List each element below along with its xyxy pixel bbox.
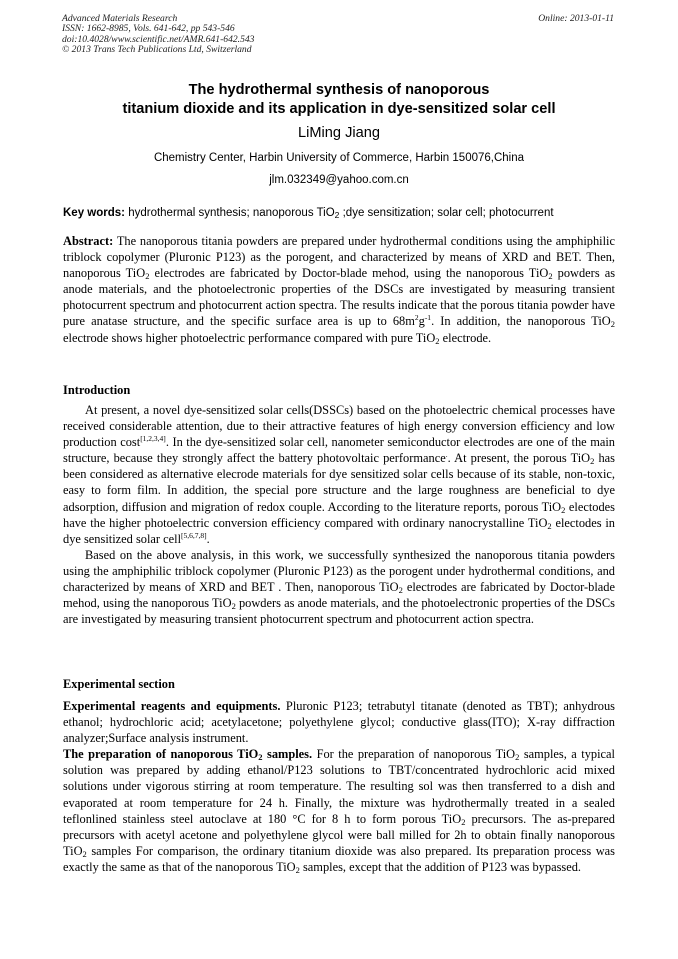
paragraph-text: For the preparation of nanoporous TiO	[312, 747, 516, 762]
subscript-2: 2	[82, 848, 87, 859]
subscript-2: 2	[231, 601, 236, 612]
paragraph-text: electrodes are fabricated by Doctor-blade mehod, using the nanoporous TiO	[63, 580, 615, 611]
affiliation: Chemistry Center, Harbin University of Commerce, Harbin 150076,China	[153, 152, 525, 164]
introduction-body	[63, 402, 615, 627]
paragraph-text: At present, a novel dye-sensitized solar cells(DSSCs) based on the photoelectric chemical processes have received considerable attention, due to their attractive features of high energy conversion efficiency and low production cost	[63, 403, 615, 450]
paragraph-text: samples, a typical solution was prepared by adding ethanol/P123 solutions to TBT/concentrated hydrochloric acid mixed solutions under vigorous stirring at room temperature. The resulting sol was then transferred to a dish and evaporated at room temperature for 24 h. Finally, the mixture was hydrothermally treated in a sealed teflonlined stainless steel autoclave at 180 °C for 8 h to form porous TiO	[63, 747, 615, 826]
paragraph-text: . At present, the porous TiO	[447, 451, 591, 466]
abstract	[63, 233, 615, 346]
journal-header	[62, 14, 254, 55]
experimental-body	[63, 698, 615, 875]
paragraph-text: precursors. The as-prepared precursors with acetyl acetone and polyethylene glycol were ball milled for 2h to obtain finally nanoporous TiO	[63, 811, 615, 858]
title-line-1: The hydrothermal synthesis of nanoporous	[188, 82, 490, 98]
abstract-text: electrodes are fabricated by Doctor-blade mehod, using the nanoporous TiO	[149, 266, 549, 281]
author-name: LiMing Jiang	[298, 125, 380, 141]
subscript-2: 2	[515, 752, 520, 763]
subscript-2: 2	[435, 335, 440, 346]
superscript-dot: .	[445, 450, 448, 460]
subscript-2: 2	[461, 816, 466, 827]
paragraph	[63, 698, 615, 746]
paragraph-label: samples.	[262, 747, 313, 762]
abstract-label: Abstract:	[63, 234, 114, 248]
online-date: Online: 2013-01-11	[538, 13, 614, 24]
subscript-2: 2	[295, 864, 300, 875]
paragraph-text: .	[206, 531, 210, 546]
paragraph	[63, 746, 615, 875]
paragraph-text: powders as anode materials, and the photoelectronic properties of the DSCs are investigated by measuring transient photocurrent spectrum and photocurrent action spectra.	[63, 596, 615, 627]
subscript-2: 2	[590, 456, 595, 467]
paragraph	[63, 547, 615, 627]
keywords-label: Key words:	[63, 207, 125, 219]
section-heading-experimental: Experimental section	[63, 677, 175, 691]
paragraph-text: Pluronic P123; tetrabutyl titanate (denoted as TBT); anhydrous ethanol; hydrochloric acid; acetylacetone; polyethylene glycol; conductive glass(ITO); X-ray diffraction analyzer;Surface analysis instrument.	[63, 699, 615, 746]
paragraph	[63, 402, 615, 547]
abstract-text: powders as anode materials, and the photoelectronic properties of the DSCs are investigated by measuring transient photocurrent spectrum and photocurrent action spectra. The results indicate that the porous titania powder have pure anatase structure, and the specific surface area is up to 68m	[63, 266, 616, 329]
paragraph-label: The preparation of nanoporous TiO	[63, 747, 259, 762]
citation: [1,2,3,4]	[140, 434, 166, 444]
doi-line: doi:10.4028/www.scientific.net/AMR.641-642.543	[62, 33, 255, 45]
keywords-text: hydrothermal synthesis; nanoporous TiO	[125, 207, 335, 219]
issn-line: ISSN: 1662-8985, Vols. 641-642, pp 543-546	[62, 23, 235, 35]
paragraph-text: Based on the above analysis, in this work, we successfully synthesized the nanoporous titania powders using the amphiphilic triblock copolymer (Pluronic P123) as the porogent under hydrothermal conditions, and characterized by means of XRD and BET . Then, nanoporous TiO	[63, 547, 615, 595]
subscript-2: 2	[610, 319, 615, 330]
abstract-text: . In addition, the nanoporous TiO	[431, 314, 611, 329]
subscript-2: 2	[398, 585, 403, 596]
paragraph-text: electodes have the higher photoelectric conversion efficiency compared with ordinary nanocrystalline TiO	[63, 499, 615, 530]
subscript-2: 2	[548, 271, 553, 282]
subscript-2: 2	[561, 504, 566, 515]
subscript-2: 2	[334, 210, 340, 220]
subscript-2: 2	[547, 520, 552, 531]
abstract-text: The nanoporous titania powders are prepared under hydrothermal conditions using the amphiphilic triblock copolymer (Pluronic P123) as the porogent, and characterized by means of XRD and BET. Then, nanoporous TiO	[63, 234, 615, 281]
abstract-text: g	[418, 314, 425, 329]
subscript-2: 2	[145, 271, 150, 282]
paper-title	[40, 81, 638, 118]
abstract-text: electrode shows higher photoelectric performance compared with pure TiO	[63, 330, 436, 345]
paragraph-text: samples For comparison, the ordinary titanium dioxide was also prepared. Its preparation process was exactly the same as that of the nanoporous TiO	[63, 843, 615, 874]
abstract-text: electrode.	[439, 330, 492, 345]
superscript-2: 2	[414, 313, 419, 323]
paragraph-label: Experimental reagents and equipments.	[63, 699, 281, 713]
keywords	[63, 205, 623, 221]
section-heading-introduction: Introduction	[63, 383, 131, 397]
subscript-2: 2	[258, 752, 263, 763]
title-line-2: titanium dioxide and its application in dye-sensitized solar cell	[122, 100, 556, 117]
author-email: jlm.032349@yahoo.com.cn	[269, 174, 409, 186]
paragraph-text: . In the dye-sensitized solar cell, nanometer semiconductor electrodes are one of the main structure, because they strongly affect the battery photovoltaic performance	[63, 435, 615, 466]
paragraph-text: samples, except that the addition of P123 was bypassed.	[299, 859, 582, 874]
copyright-line: © 2013 Trans Tech Publications Ltd, Switzerland	[62, 43, 252, 55]
citation: [5,6,7,8]	[181, 530, 207, 540]
journal-name: Advanced Materials Research	[62, 13, 178, 24]
superscript-minus-1: -1	[424, 313, 432, 323]
keywords-text: ;dye sensitization; solar cell; photocurrent	[339, 207, 554, 219]
paragraph-text: electodes in dye sensitized solar cell	[63, 515, 615, 546]
paragraph-text: has been considered as alternative elecrode materials for dye sensitized solar cells because of its stable, non-toxic, easy to form film. In addition, the special pore structure and the large roughness are beneficial to dye adsorption, diffusion and migration of redox couple. According to the literature reports, porous TiO	[63, 451, 616, 514]
